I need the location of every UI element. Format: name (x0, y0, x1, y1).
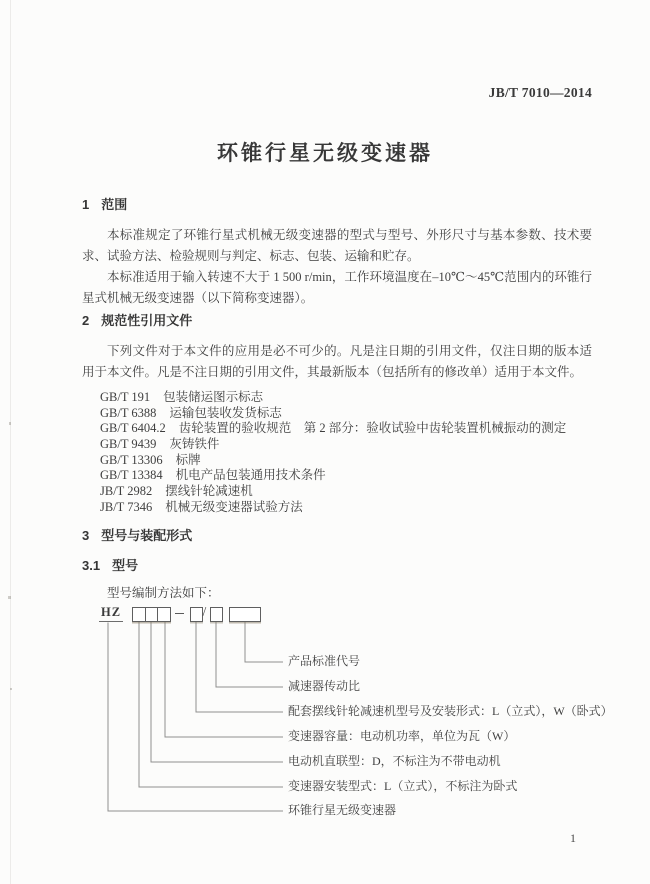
diagram-label-install-type: 变速器安装型式：L（立式），不标注为卧式 (288, 779, 518, 793)
reference-item (100, 484, 592, 500)
section-2-heading (82, 313, 592, 328)
scan-speckle (10, 688, 12, 690)
section-3-1-heading (82, 558, 592, 573)
section-3-title: 型号与装配形式 (101, 528, 193, 543)
page-number: 1 (570, 831, 576, 845)
section-1-title: 范围 (101, 197, 128, 212)
model-slash-separator: / (202, 604, 207, 619)
reference-item (100, 500, 592, 516)
diagram-label-cycloid-reducer: 配套摆线针轮减速机型号及安装形式：L（立式），W（卧式） (288, 704, 613, 718)
reference-title: 标牌 (175, 452, 201, 467)
section-1-number: 1 (82, 197, 90, 212)
scan-edge-line (10, 0, 11, 884)
model-box-standard-code (229, 607, 261, 622)
section-2-title: 规范性引用文件 (101, 313, 193, 328)
section-references (82, 313, 592, 516)
reference-title: 包装储运图示标志 (163, 390, 264, 404)
reference-title: 摆线针轮减速机 (165, 484, 253, 499)
model-box-group (132, 607, 171, 622)
scan-speckle (8, 596, 11, 599)
diagram-label-standard-code: 产品标准代号 (288, 654, 361, 668)
section-2-intro: 下列文件对于本文件的应用是必不可少的。凡是注日期的引用文件，仅注日期的版本适用于本文件。凡是不注日期的引用文件，其最新版本（包括所有的修改单）适用于本文件。 (82, 344, 592, 379)
reference-title: 机械无级变速器试验方法 (165, 499, 303, 514)
model-prefix: HZ (99, 605, 123, 622)
reference-code: GB/T 6404.2 (100, 421, 166, 436)
reference-code: GB/T 13384 (100, 468, 163, 483)
reference-item (100, 468, 592, 484)
section-3-1-number: 3.1 (82, 558, 101, 573)
reference-title: 机电产品包装通用技术条件 (175, 468, 326, 483)
model-dash-separator (175, 613, 184, 614)
reference-code: GB/T 6388 (100, 405, 157, 420)
reference-code: JB/T 2982 (100, 484, 153, 499)
section-model (82, 528, 592, 601)
reference-code: JB/T 7346 (100, 499, 153, 514)
model-box-cell-install (133, 608, 145, 621)
section-1-para-1: 本标准规定了环锥行星式机械无级变速器的型式与型号、外形尺寸与基本参数、技术要求、试验方法、检验规则与判定、标志、包装、运输和贮存。 (82, 228, 592, 263)
section-2-number: 2 (82, 313, 90, 328)
reference-code: GB/T 13306 (100, 452, 163, 467)
standard-code: JB/T 7010—2014 (488, 85, 592, 100)
reference-title: 运输包装收发货标志 (169, 405, 282, 420)
diagram-label-variator-name: 环锥行星无级变速器 (288, 803, 397, 817)
model-method-lead: 型号编制方法如下： (107, 586, 220, 600)
model-box-cell-capacity (157, 608, 170, 621)
section-1-heading (82, 197, 592, 212)
reference-item (100, 406, 592, 422)
reference-item (100, 453, 592, 469)
document-title: 环锥行星无级变速器 (217, 142, 433, 165)
reference-code: GB/T 9439 (100, 437, 157, 452)
scan-speckle (9, 422, 11, 425)
model-box-ratio (210, 607, 223, 622)
reference-item (100, 421, 592, 437)
reference-code: GB/T 191 (100, 390, 151, 404)
section-3-1-title: 型号 (112, 558, 139, 573)
reference-title: 齿轮装置的验收规范 第 2 部分：验收试验中齿轮装置机械振动的测定 (178, 421, 567, 436)
reference-item (100, 390, 592, 406)
section-3-number: 3 (82, 528, 90, 543)
section-3-heading (82, 528, 592, 543)
diagram-label-motor-direct: 电动机直联型：D，不标注为不带电动机 (288, 754, 501, 768)
section-1-para-2: 本标准适用于输入转速不大于 1 500 r/min，工作环境温度在–10℃～45℃范围内的环锥行星式机械无级变速器（以下简称变速器）。 (82, 270, 592, 305)
diagram-label-reducer-ratio: 减速器传动比 (288, 679, 361, 693)
model-box-cell-motor (145, 608, 158, 621)
section-scope (82, 197, 592, 309)
reference-item (100, 437, 592, 453)
model-box-reducer (190, 607, 203, 622)
reference-list (82, 390, 592, 516)
reference-title: 灰铸铁件 (169, 437, 220, 452)
diagram-label-capacity: 变速器容量：电动机功率，单位为瓦（W） (288, 729, 516, 743)
